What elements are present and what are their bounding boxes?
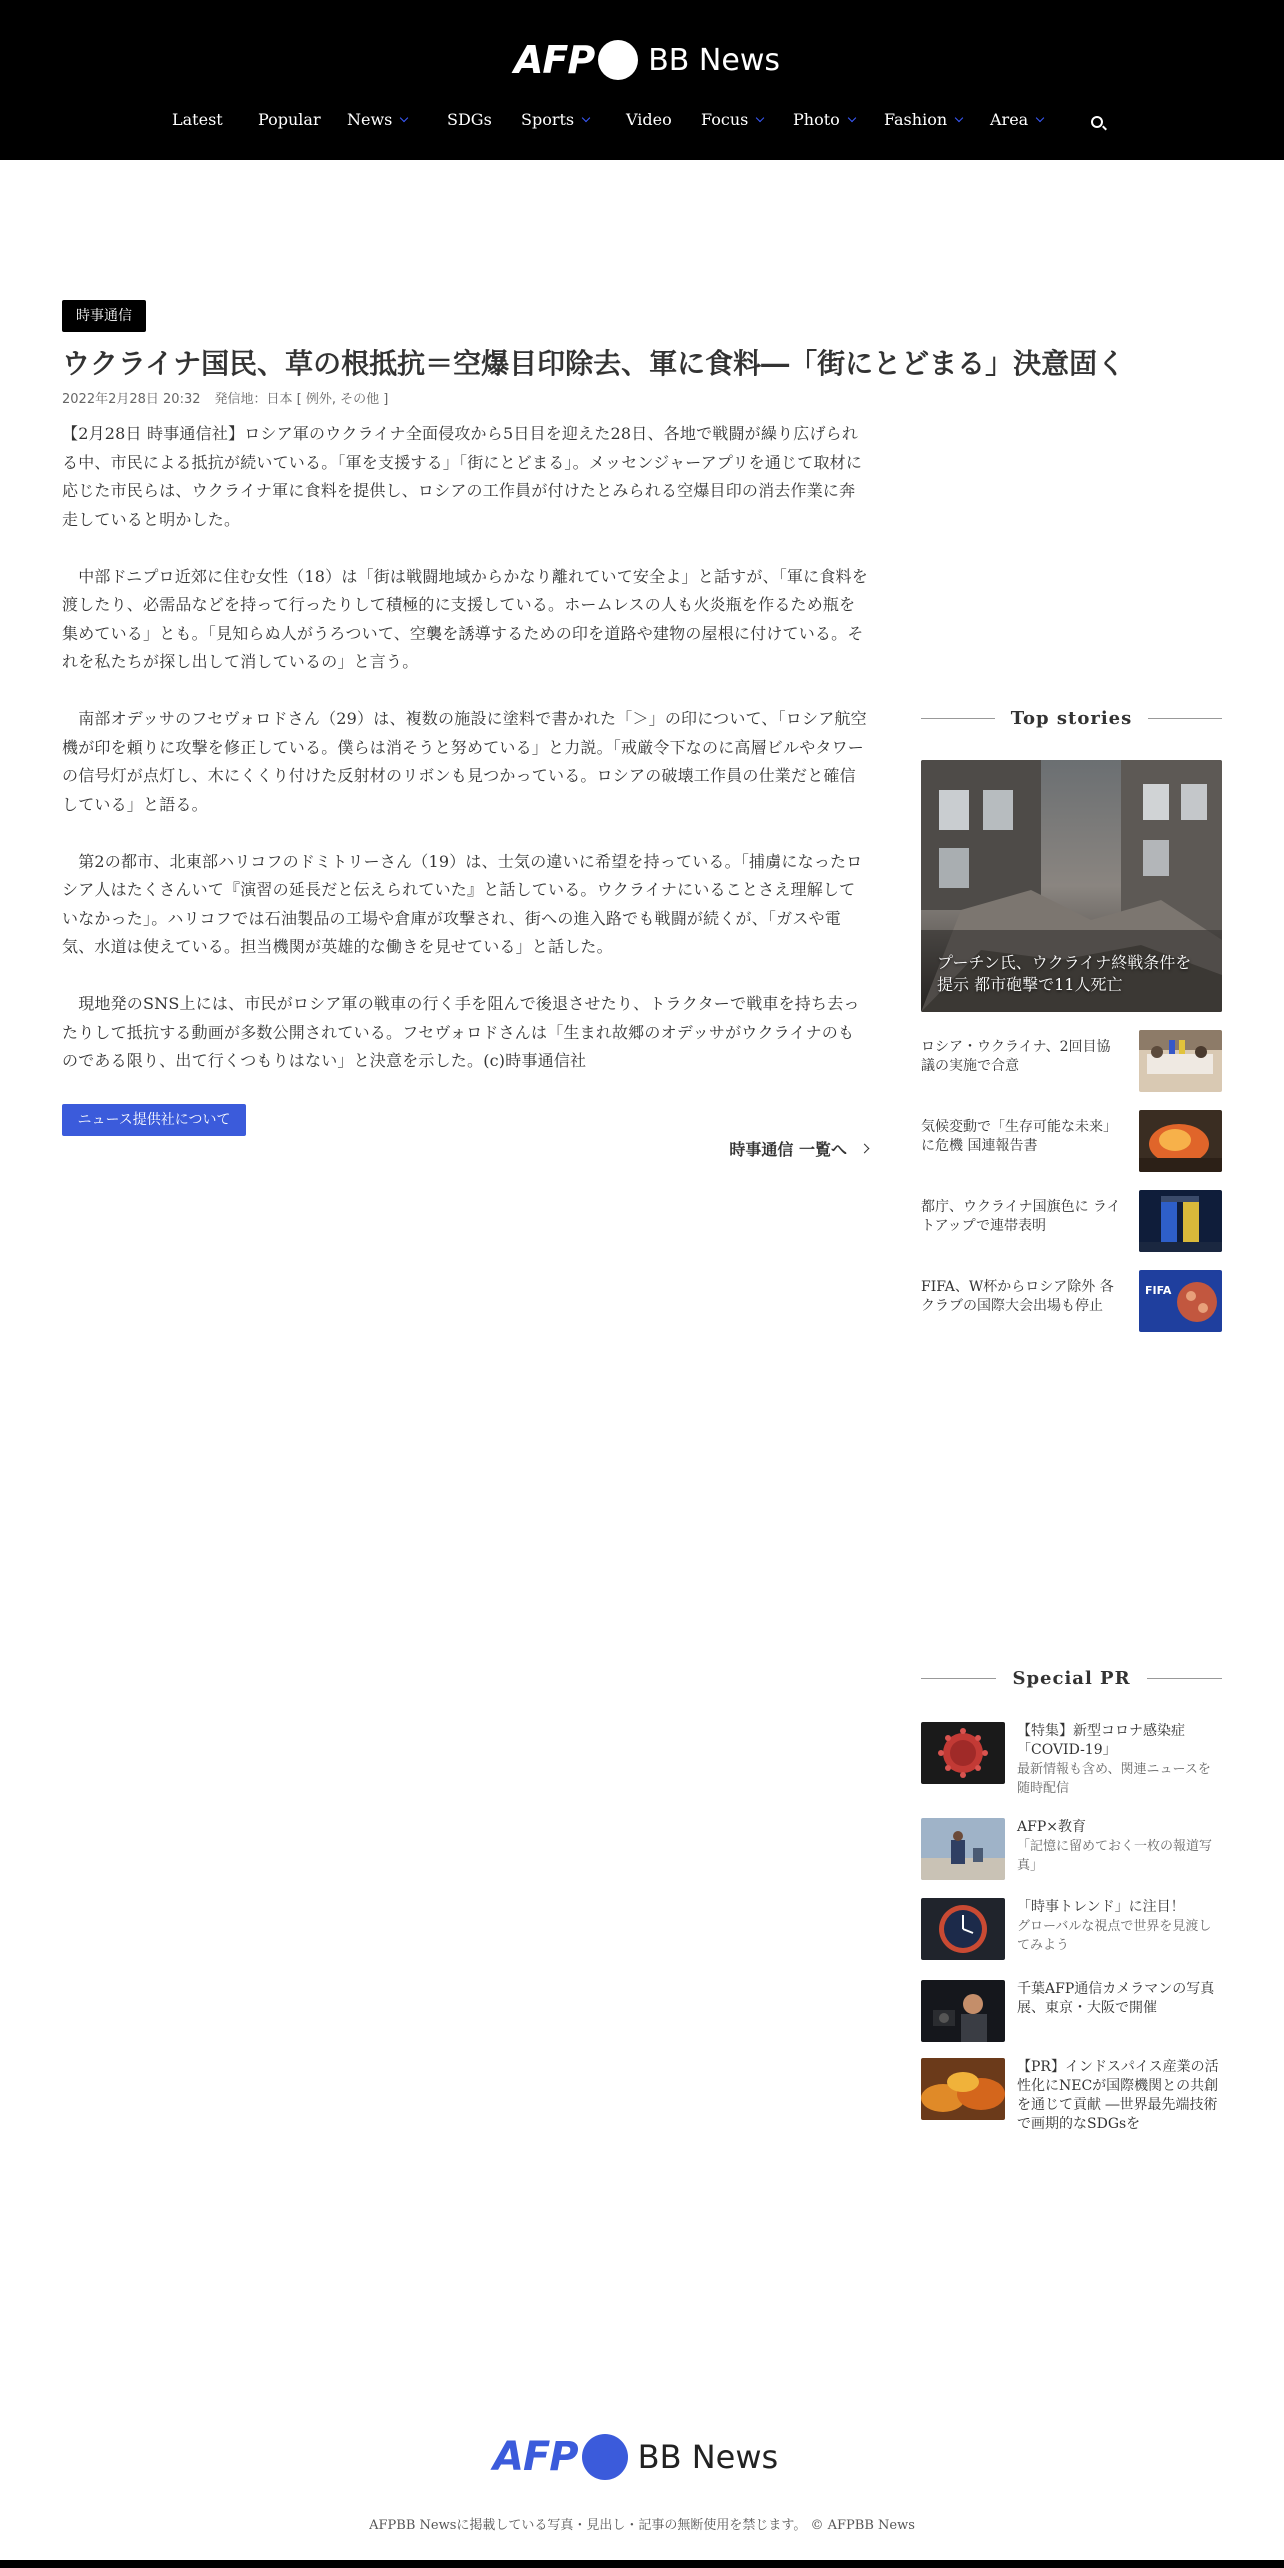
source-list-link-label: 時事通信 一覧へ (729, 1139, 847, 1159)
logo-bb-text: BB News (648, 42, 780, 78)
nav-area[interactable] (990, 110, 1043, 129)
pr-thumbnail (921, 2058, 1005, 2120)
chevron-down-icon (400, 114, 408, 122)
pr-text (1017, 1898, 1222, 1955)
search-icon[interactable] (1091, 116, 1103, 128)
source-list-link[interactable] (700, 1136, 868, 1160)
pr-title: AFP×教育 (1017, 1819, 1086, 1835)
footer-logo[interactable] (493, 2432, 778, 2482)
top-story-thumbnail (1139, 1030, 1222, 1092)
article-paragraph: 【2月28日 時事通信社】ロシア軍のウクライナ全面侵攻から5日目を迎えた28日、各地で戦闘が繰り広げられる中、市民による抵抗が続いている。「軍を支援する」「街にとどまる」。メッセンジャーアプリを通じて取材に応じた市民らは、ウクライナ軍に食料を提供し、ロシアの工作員が付けたとみられる空爆目印の消去作業に奔走していると明かした。 (62, 424, 863, 529)
chevron-down-icon (756, 114, 764, 122)
top-story-thumbnail (1139, 1110, 1222, 1172)
site-logo[interactable] (514, 38, 780, 82)
top-story-item[interactable] (921, 1110, 1222, 1172)
top-story-thumbnail (1139, 1190, 1222, 1252)
pr-subtitle: グローバルな視点で世界を見渡してみよう (1017, 1919, 1212, 1953)
logo-afp-text: AFP (514, 38, 595, 82)
pr-subtitle: 「記憶に留めておく一枚の報道写真」 (1017, 1839, 1213, 1873)
svg-text:FIFA: FIFA (1145, 1284, 1172, 1297)
pr-item[interactable] (921, 1818, 1222, 1880)
top-story-item[interactable] (921, 1030, 1222, 1092)
nav-label: Latest (172, 110, 223, 129)
nav-label: Popular (258, 110, 321, 129)
chevron-right-icon (860, 1143, 870, 1153)
footer-logo-afp-text: AFP (493, 2434, 578, 2480)
nav-label: News (347, 110, 393, 129)
article-meta (62, 388, 388, 407)
top-story-item[interactable] (921, 1190, 1222, 1252)
special-pr-heading (921, 1663, 1222, 1693)
chevron-down-icon (582, 114, 590, 122)
pr-title: 【特集】新型コロナ感染症「COVID-19」 (1017, 1723, 1185, 1758)
pr-title: 「時事トレンド」に注目！ (1017, 1899, 1185, 1915)
nav-label: SDGs (447, 110, 492, 129)
top-story-title: 都庁、ウクライナ国旗色に ライトアップで連帯表明 (921, 1199, 1121, 1234)
nav-video[interactable] (626, 110, 672, 129)
divider (1147, 1678, 1222, 1679)
divider (1148, 718, 1222, 719)
footer-logo-bb-text: BB News (637, 2438, 779, 2476)
nav-sports[interactable] (521, 110, 589, 129)
pr-item[interactable] (921, 1898, 1222, 1960)
nav-label: Sports (521, 110, 575, 129)
nav-label: Video (626, 110, 672, 129)
divider (921, 1678, 996, 1679)
pr-item[interactable] (921, 1980, 1222, 2042)
logo-circle (598, 40, 638, 80)
article-paragraph: 南部オデッサのフセヴォロドさん（29）は、複数の施設に塗料で書かれた「＞」の印について、「ロシア航空機が印を頼りに攻撃を修正している。僕らは消そうと努めている」と力説。「戒厳令下なのに高層ビルやタワーの信号灯が点灯し、木にくくり付けた反射材のリボンも見つかっている。ロシアの破壊工作員の仕業だと確信している」と語る。 (62, 709, 867, 814)
article-paragraph: 第2の都市、北東部ハリコフのドミトリーさん（19）は、士気の違いに希望を持っている。「捕虜になったロシア人はたくさんいて『演習の延長だと伝えられていた』と話している。ウクライナにいることさえ理解していなかった」。ハリコフでは石油製品の工場や倉庫が攻撃され、街への進入路でも戦闘が続くが、「ガスや電気、水道は使えている。担当機関が英雄的な働きを見せている」と話した。 (62, 851, 863, 956)
top-story-title: ロシア・ウクライナ、2回目協議の実施で合意 (921, 1039, 1111, 1074)
article-date: 2022年2月28日 20:32 (62, 392, 201, 407)
chevron-down-icon (955, 114, 963, 122)
pr-item[interactable] (921, 2058, 1222, 2138)
pr-subtitle: 最新情報も含め、関連ニュースを随時配信 (1017, 1762, 1211, 1796)
nav-popular[interactable] (258, 110, 321, 129)
article-body (62, 420, 868, 1076)
nav-photo[interactable] (793, 110, 855, 129)
pr-thumbnail (921, 1818, 1005, 1880)
pr-text (1017, 2058, 1222, 2134)
top-story-item[interactable] (921, 1270, 1222, 1332)
nav-fashion[interactable] (884, 110, 962, 129)
nav-latest[interactable] (172, 110, 223, 129)
chevron-down-icon (1036, 114, 1044, 122)
nav-sdgs[interactable] (447, 110, 492, 129)
nav-focus[interactable] (701, 110, 763, 129)
nav-news[interactable] (347, 110, 407, 129)
pr-title: 千葉AFP通信カメラマンの写真展、東京・大阪で開催 (1017, 1981, 1215, 2016)
pr-thumbnail (921, 1722, 1005, 1784)
top-stories-heading-text: Top stories (1010, 707, 1133, 729)
top-story-title: FIFA、W杯からロシア除外 各クラブの国際大会出場も停止 (921, 1279, 1114, 1314)
footer-copyright: AFPBB Newsに掲載している写真・見出し・記事の無断使用を禁じます。 © AFPBB News (369, 2518, 915, 2533)
pr-text (1017, 1818, 1222, 1875)
nav-label: Photo (793, 110, 840, 129)
top-story-hero[interactable] (921, 760, 1222, 1012)
site-header (0, 0, 1284, 160)
footer-bar (0, 2560, 1284, 2568)
article-location: 発信地：日本 [ 例外, その他 ] (214, 392, 389, 407)
pr-text (1017, 1722, 1222, 1798)
divider (921, 718, 995, 719)
pr-title: 【PR】インドスパイス産業の活性化にNECが国際機関との共創を通じて貢献 ―世界最先端技術で画期的なSDGsを (1017, 2059, 1219, 2132)
nav-label: Fashion (884, 110, 948, 129)
footer-logo-circle (582, 2434, 628, 2480)
hero-caption: プーチン氏、ウクライナ終戦条件を提示 都市砲撃で11人死亡 (937, 953, 1192, 994)
special-pr-heading-text: Special PR (1012, 1667, 1131, 1689)
top-stories-heading (921, 703, 1222, 733)
top-story-title: 気候変動で「生存可能な未来」に危機 国連報告書 (921, 1119, 1117, 1154)
article-paragraph: 現地発のSNS上には、市民がロシア軍の戦車の行く手を阻んで後退させたり、トラクターで戦車を持ち去ったりして抵抗する動画が多数公開されている。フセヴォロドさんは「生まれ故郷のオデッサがウクライナのものである限り、出て行くつもりはない」と決意を示した。(c)時事通信社 (62, 994, 860, 1070)
nav-label: Area (990, 110, 1029, 129)
pr-item[interactable] (921, 1722, 1222, 1798)
pr-thumbnail (921, 1898, 1005, 1960)
provider-info-button[interactable]: ニュース提供社について (62, 1104, 246, 1136)
top-story-thumbnail (1139, 1270, 1222, 1332)
pr-thumbnail (921, 1980, 1005, 2042)
nav-label: Focus (701, 110, 749, 129)
chevron-down-icon (848, 114, 856, 122)
pr-text (1017, 1980, 1222, 2018)
article-paragraph: 中部ドニプロ近郊に住む女性（18）は「街は戦闘地域からかなり離れていて安全よ」と話すが、「軍に食料を渡したり、必需品などを持って行ったりして積極的に支援している。ホームレスの人も火炎瓶を作るため瓶を集めている」とも。「見知らぬ人がうろついて、空襲を誘導するための印を道路や建物の屋根に付けている。それを私たちが探し出して消しているの」と言う。 (62, 566, 868, 671)
article-title: ウクライナ国民、草の根抵抗＝空爆目印除去、軍に食料―「街にとどまる」決意固く (62, 347, 1126, 380)
source-badge[interactable]: 時事通信 (62, 300, 146, 332)
